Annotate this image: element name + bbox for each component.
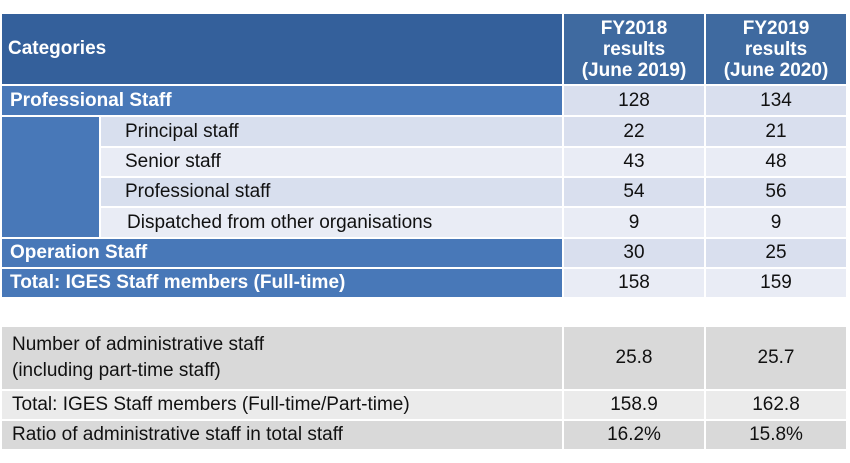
row-total-ftpt-label: Total: IGES Staff members (Full-time/Part-time): [2, 391, 562, 419]
row-total-ft-label: Total: IGES Staff members (Full-time): [2, 269, 562, 297]
header-fy2018: [564, 14, 704, 84]
row-dispatched-fy2019: 9: [706, 208, 846, 237]
row-dispatched-label: Dispatched from other organisations: [101, 208, 562, 237]
sub-rows-indent-block: [2, 117, 99, 237]
row-principal-fy2019: 21: [706, 117, 846, 146]
header-fy2018-line3: (June 2019): [581, 59, 687, 81]
row-admin-staff-label-line1: Number of administrative staff: [12, 334, 265, 355]
row-professional-fy2018: 128: [564, 86, 704, 115]
row-total-ft-fy2018: 158: [564, 269, 704, 297]
row-dispatched-fy2018: 9: [564, 208, 704, 237]
row-senior-fy2018: 43: [564, 148, 704, 176]
row-ratio-fy2019: 15.8%: [706, 421, 846, 449]
row-professional-fy2019: 134: [706, 86, 846, 115]
header-fy2019: [706, 14, 846, 84]
header-fy2018-line1: FY2018: [600, 17, 668, 39]
row-professional-sub-fy2019: 56: [706, 178, 846, 206]
header-fy2018-line2: results: [602, 38, 666, 60]
row-operation-label: Operation Staff: [2, 239, 562, 267]
row-operation-fy2018: 30: [564, 239, 704, 267]
row-professional-label: Professional Staff: [2, 86, 562, 115]
header-fy2019-line1: FY2019: [742, 17, 810, 39]
row-admin-staff-fy2018: 25.8: [564, 327, 704, 389]
row-professional-sub-label: Professional staff: [101, 178, 562, 206]
row-professional-sub-fy2018: 54: [564, 178, 704, 206]
header-categories: Categories: [2, 14, 562, 84]
row-operation-fy2019: 25: [706, 239, 846, 267]
header-fy2019-line3: (June 2020): [723, 59, 829, 81]
row-senior-fy2019: 48: [706, 148, 846, 176]
row-total-ftpt-fy2018: 158.9: [564, 391, 704, 419]
row-principal-fy2018: 22: [564, 117, 704, 146]
row-ratio-label: Ratio of administrative staff in total staff: [2, 421, 562, 449]
row-senior-label: Senior staff: [101, 148, 562, 176]
row-total-ft-fy2019: 159: [706, 269, 846, 297]
row-admin-staff-label-line2: (including part-time staff): [12, 360, 221, 381]
row-principal-label: Principal staff: [101, 117, 562, 146]
header-fy2019-line2: results: [744, 38, 808, 60]
row-total-ftpt-fy2019: 162.8: [706, 391, 846, 419]
row-ratio-fy2018: 16.2%: [564, 421, 704, 449]
row-admin-staff-fy2019: 25.7: [706, 327, 846, 389]
row-admin-staff-label: [2, 327, 562, 389]
